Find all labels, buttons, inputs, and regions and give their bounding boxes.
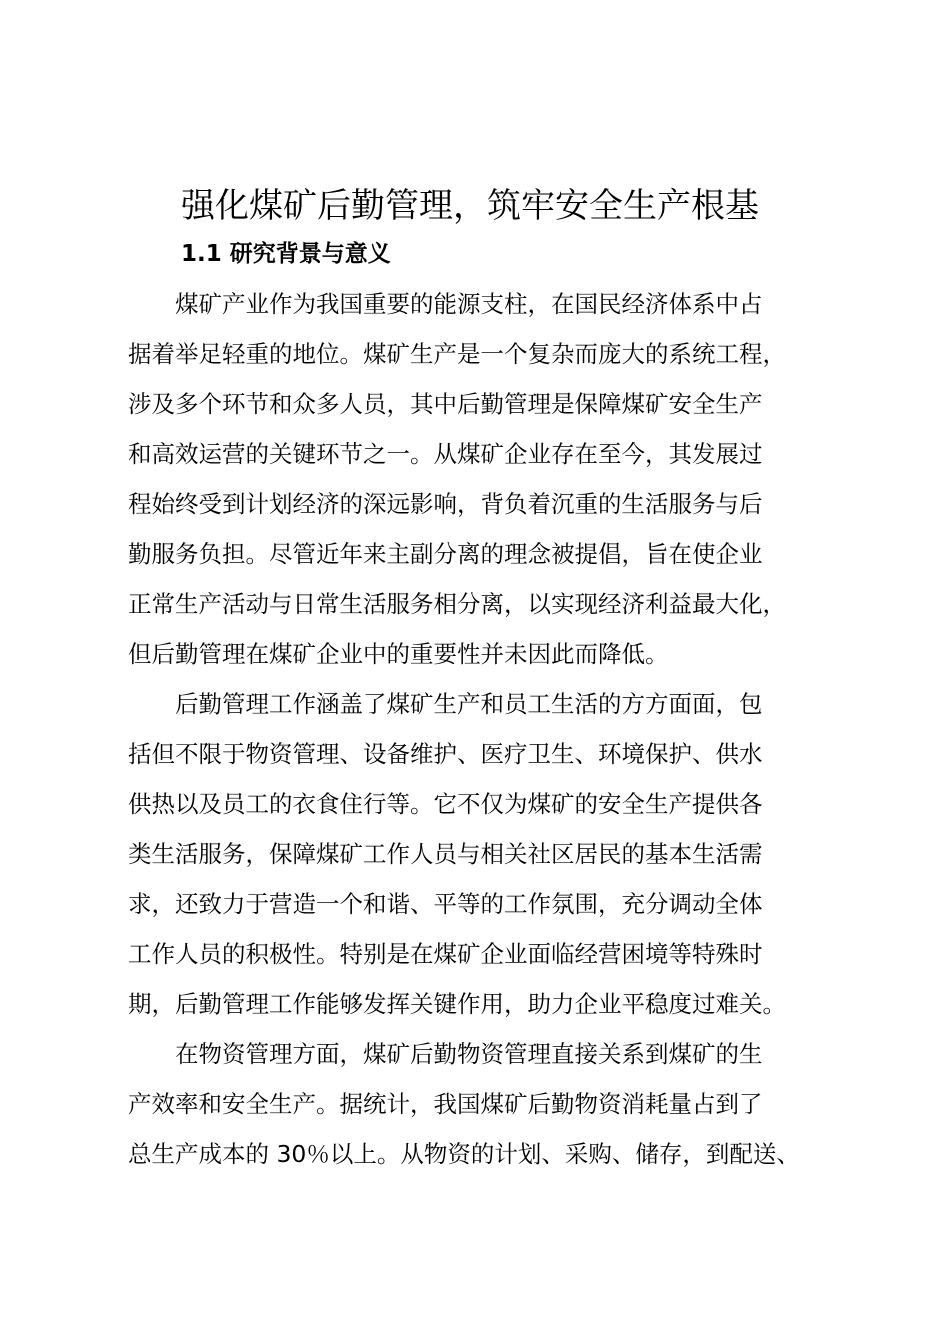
paragraph-line: 煤矿产业作为我国重要的能源支柱，在国民经济体系中占 xyxy=(128,290,763,318)
paragraph-line: 供热以及员工的衣食住行等。它不仅为煤矿的安全生产提供各 xyxy=(128,790,763,818)
document-title: 强化煤矿后勤管理，筑牢安全生产根基 xyxy=(181,186,759,226)
paragraph-line: 期，后勤管理工作能够发挥关键作用，助力企业平稳度过难关。 xyxy=(128,990,786,1018)
paragraph-line: 勤服务负担。尽管近年来主副分离的理念被提倡，旨在使企业 xyxy=(128,540,763,568)
paragraph-line: 工作人员的积极性。特别是在煤矿企业面临经营困境等特殊时 xyxy=(128,940,763,968)
paragraph-line: 后勤管理工作涵盖了煤矿生产和员工生活的方方面面，包 xyxy=(128,690,763,718)
paragraph-line: 类生活服务，保障煤矿工作人员与相关社区居民的基本生活需 xyxy=(128,840,763,868)
paragraph-line: 括但不限于物资管理、设备维护、医疗卫生、环境保护、供水 xyxy=(128,740,763,768)
paragraph-line: 据着举足轻重的地位。煤矿生产是一个复杂而庞大的系统工程， xyxy=(128,340,786,368)
paragraph-line: 正常生产活动与日常生活服务相分离，以实现经济利益最大化， xyxy=(128,590,786,618)
paragraph-line: 产效率和安全生产。据统计，我国煤矿后勤物资消耗量占到了 xyxy=(128,1090,763,1118)
paragraph-line: 和高效运营的关键环节之一。从煤矿企业存在至今，其发展过 xyxy=(128,440,763,468)
paragraph-line: 涉及多个环节和众多人员，其中后勤管理是保障煤矿安全生产 xyxy=(128,390,763,418)
paragraph-line: 程始终受到计划经济的深远影响，背负着沉重的生活服务与后 xyxy=(128,490,763,518)
section-heading: 1.1 研究背景与意义 xyxy=(181,241,391,267)
paragraph-line: 总生产成本的 30％以上。从物资的计划、采购、储存，到配送、 xyxy=(128,1140,800,1168)
paragraph-line: 在物资管理方面，煤矿后勤物资管理直接关系到煤矿的生 xyxy=(128,1040,763,1068)
paragraph-line: 但后勤管理在煤矿企业中的重要性并未因此而降低。 xyxy=(128,640,669,668)
paragraph-line: 求，还致力于营造一个和谐、平等的工作氛围，充分调动全体 xyxy=(128,890,763,918)
